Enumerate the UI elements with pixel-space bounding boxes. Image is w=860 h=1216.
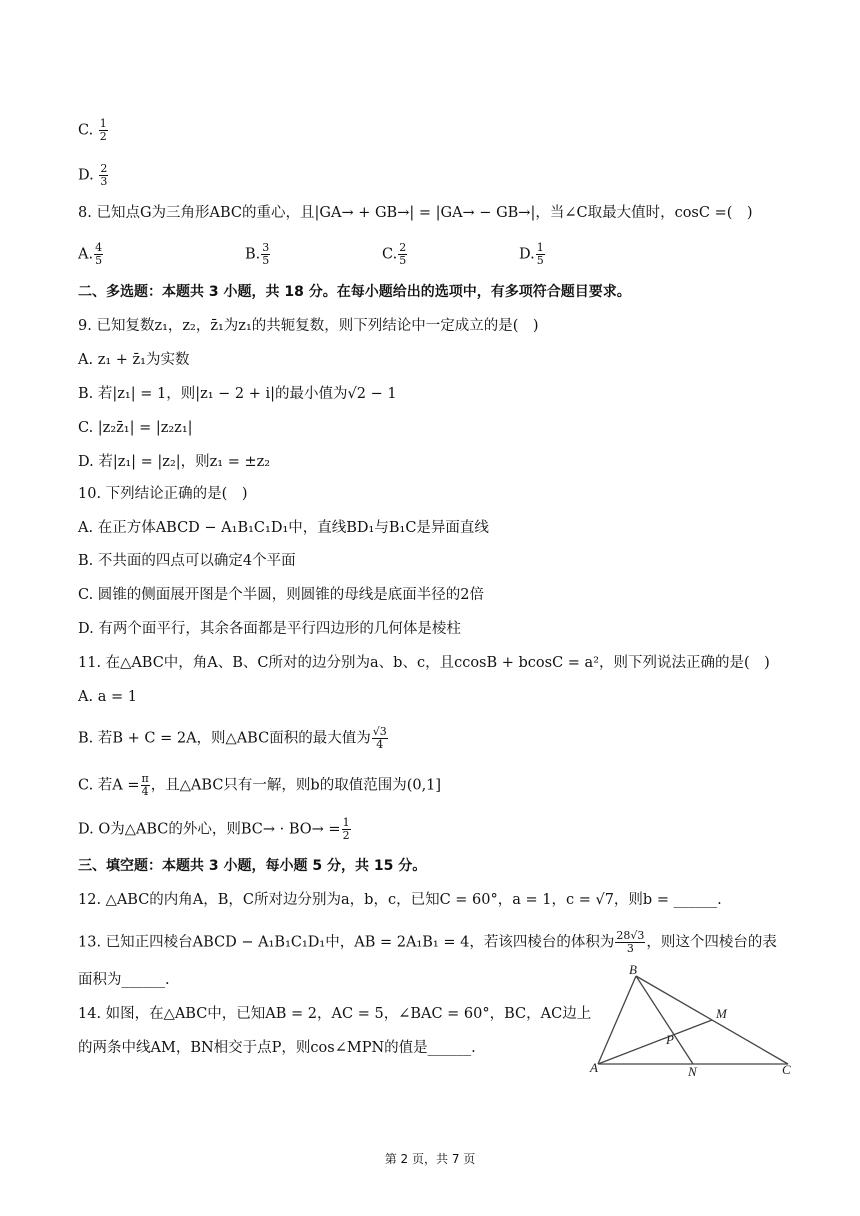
q11-option-c: C. 若A = $\frac{\pi}{4}$ ，且△ABC只有一解，则b的取值范围为(0,1] (78, 772, 442, 798)
q8-option-d: D. $\frac{1}{5}$ (519, 241, 544, 267)
q9-option-d: D. 若|z₁| = |z₂|，则z₁ = ±z₂ (78, 454, 271, 470)
q7-option-c (78, 118, 109, 143)
q10-option-c: C. 圆锥的侧面展开图是个半圆，则圆锥的母线是底面半径的2倍 (78, 587, 485, 603)
fraction: $\frac{2}{3}$ (100, 162, 108, 188)
side-ab (598, 976, 636, 1064)
label-a: A (590, 1060, 598, 1075)
label-b: B (629, 962, 637, 977)
q11-option-d: D. O为△ABC的外心，则BC→ · BO→ = $\frac{1}{2}$ (78, 816, 350, 842)
label-p: P (666, 1032, 674, 1047)
q8-option-a: A. $\frac{4}{5}$ (78, 241, 103, 267)
median-bn (636, 976, 693, 1064)
q9-option-a: A. z₁ + z̄₁为实数 (78, 352, 190, 368)
q8-option-b: B. $\frac{3}{5}$ (245, 241, 270, 267)
option-label: D. (78, 167, 94, 184)
q14-line1: 14. 如图，在△ABC中，已知AB = 2，AC = 5，∠BAC = 60°，BC，AC边上 (78, 1006, 592, 1022)
q10-option-a: A. 在正方体ABCD − A₁B₁C₁D₁中，直线BD₁与B₁C是异面直线 (78, 520, 489, 536)
q11-option-a: A. a = 1 (78, 689, 137, 705)
q9-option-b: B. 若|z₁| = 1，则|z₁ − 2 + i|的最小值为√2 − 1 (78, 386, 397, 402)
q10-option-d: D. 有两个面平行，其余各面都是平行四边形的几何体是棱柱 (78, 621, 461, 637)
q13-line1: 13. 已知正四棱台ABCD − A₁B₁C₁D₁中，AB = 2A₁B₁ = 4，若该四棱台的体积为 $\frac{28√3}{3}$ ，则这个四棱台的表 (78, 929, 777, 955)
page-footer: 第 2 页，共 7 页 (384, 1152, 476, 1166)
section-heading-multiple-choice: 二、多选题：本题共 3 小题，共 18 分。在每小题给出的选项中，有多项符合题目要求。 (78, 284, 631, 300)
q10-stem: 10. 下列结论正确的是( ) (78, 486, 248, 502)
q9-option-c: C. |z₂z̄₁| = |z₂z₁| (78, 420, 193, 436)
label-n: N (688, 1064, 697, 1078)
q12-text: 12. △ABC的内角A，B，C所对边分别为a，b，c，已知C = 60°，a = 1，c = √7，则b = ______. (78, 892, 722, 908)
q11-stem: 11. 在△ABC中，角A、B、C所对的边分别为a、b、c，且ccosB + bcosC = a²，则下列说法正确的是( ) (78, 655, 770, 671)
q11-option-b: B. 若B + C = 2A，则△ABC面积的最大值为 $\frac{√3}{4}$ (78, 725, 387, 751)
q9-stem: 9. 已知复数z₁，z₂，z̄₁为z₁的共轭复数，则下列结论中一定成立的是( ) (78, 318, 539, 334)
q8-option-c: C. $\frac{2}{5}$ (382, 241, 407, 267)
fraction: $\frac{1}{2}$ (99, 117, 107, 143)
q8-stem: 8. 已知点G为三角形ABC的重心，且|GA→ + GB→| = |GA→ − GB→|，当∠C取最大值时，cosC =( ) (78, 205, 753, 221)
option-label: C. (78, 122, 94, 139)
label-c: C (782, 1062, 791, 1077)
section-heading-fill-in: 三、填空题：本题共 3 小题，每小题 5 分，共 15 分。 (78, 858, 427, 874)
q7-option-d (78, 163, 109, 188)
q13-line2: 面积为______. (78, 972, 170, 988)
q14-line2: 的两条中线AM，BN相交于点P，则cos∠MPN的值是______. (78, 1040, 476, 1056)
label-m: M (716, 1006, 727, 1021)
median-am (598, 1020, 712, 1064)
q10-option-b: B. 不共面的四点可以确定4个平面 (78, 553, 296, 569)
triangle-figure (588, 962, 800, 1078)
